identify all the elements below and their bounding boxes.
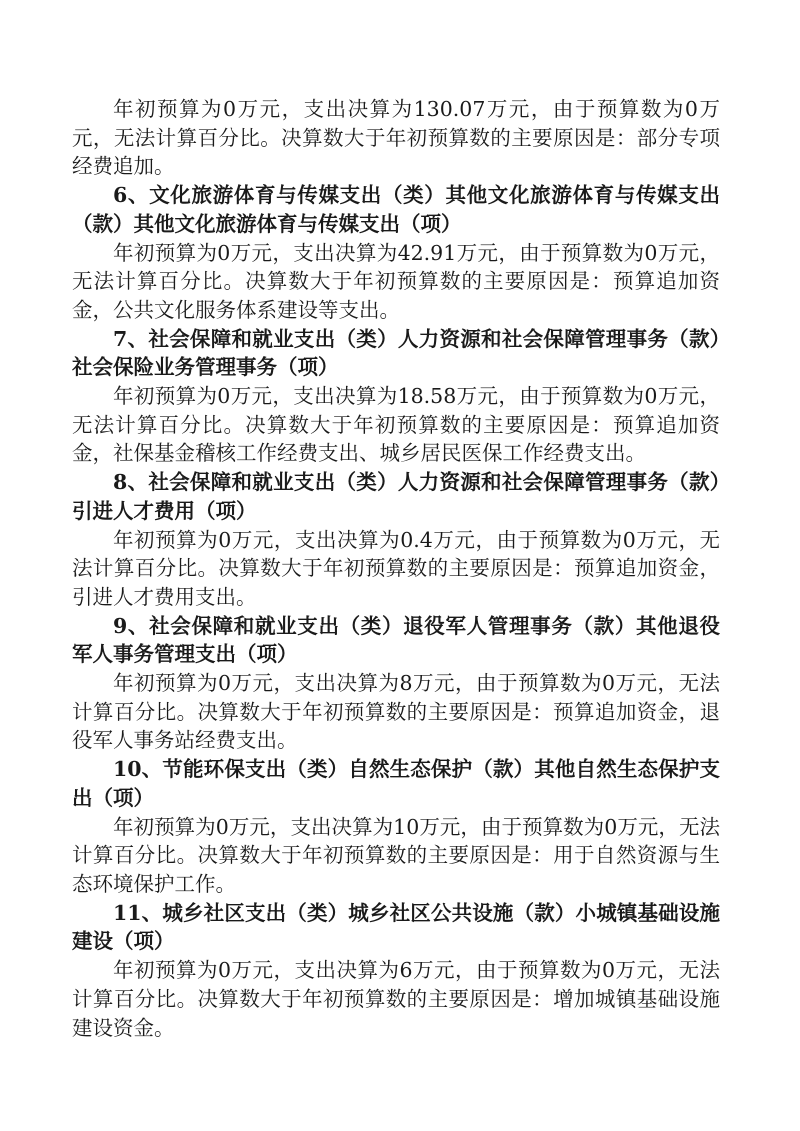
heading-item-8: 8、社会保障和就业支出（类）人力资源和社会保障管理事务（款）引进人才费用（项） bbox=[72, 470, 720, 523]
heading-item-11: 11、城乡社区支出（类）城乡社区公共设施（款）小城镇基础设施建设（项） bbox=[72, 900, 720, 954]
paragraph-item9-explanation: 年初预算为0万元，支出决算为8万元，由于预算数为0万元，无法计算百分比。决算数大于年初预算数的主要原因是：预算追加资金，退役军人事务站经费支出。 bbox=[72, 671, 720, 753]
heading-item-10: 10、节能环保支出（类）自然生态保护（款）其他自然生态保护支出（项） bbox=[72, 757, 720, 810]
document-page bbox=[72, 95, 720, 1042]
paragraph-item7-explanation: 年初预算为0万元，支出决算为18.58万元，由于预算数为0万元，无法计算百分比。决算数大于年初预算数的主要原因是：预算追加资金，社保基金稽核工作经费支出、城乡居民医保工作经费支出。 bbox=[72, 384, 720, 466]
paragraph-item11-explanation: 年初预算为0万元，支出决算为6万元，由于预算数为0万元，无法计算百分比。决算数大于年初预算数的主要原因是：增加城镇基础设施建设资金。 bbox=[72, 958, 720, 1040]
paragraph-item6-explanation: 年初预算为0万元，支出决算为42.91万元，由于预算数为0万元，无法计算百分比。决算数大于年初预算数的主要原因是：预算追加资金，公共文化服务体系建设等支出。 bbox=[72, 240, 720, 322]
heading-item-7: 7、社会保障和就业支出（类）人力资源和社会保障管理事务（款）社会保险业务管理事务（项） bbox=[72, 326, 720, 380]
paragraph-item8-explanation: 年初预算为0万元，支出决算为0.4万元，由于预算数为0万元，无法计算百分比。决算数大于年初预算数的主要原因是：预算追加资金，引进人才费用支出。 bbox=[72, 527, 720, 609]
heading-item-6: 6、文化旅游体育与传媒支出（类）其他文化旅游体育与传媒支出（款）其他文化旅游体育与传媒支出（项） bbox=[72, 183, 720, 236]
paragraph-item5-explanation: 年初预算为0万元，支出决算为130.07万元，由于预算数为0万元，无法计算百分比。决算数大于年初预算数的主要原因是：部分专项经费追加。 bbox=[72, 97, 720, 179]
heading-item-9: 9、社会保障和就业支出（类）退役军人管理事务（款）其他退役军人事务管理支出（项） bbox=[72, 613, 720, 667]
paragraph-item10-explanation: 年初预算为0万元，支出决算为10万元，由于预算数为0万元，无法计算百分比。决算数大于年初预算数的主要原因是：用于自然资源与生态环境保护工作。 bbox=[72, 814, 720, 896]
